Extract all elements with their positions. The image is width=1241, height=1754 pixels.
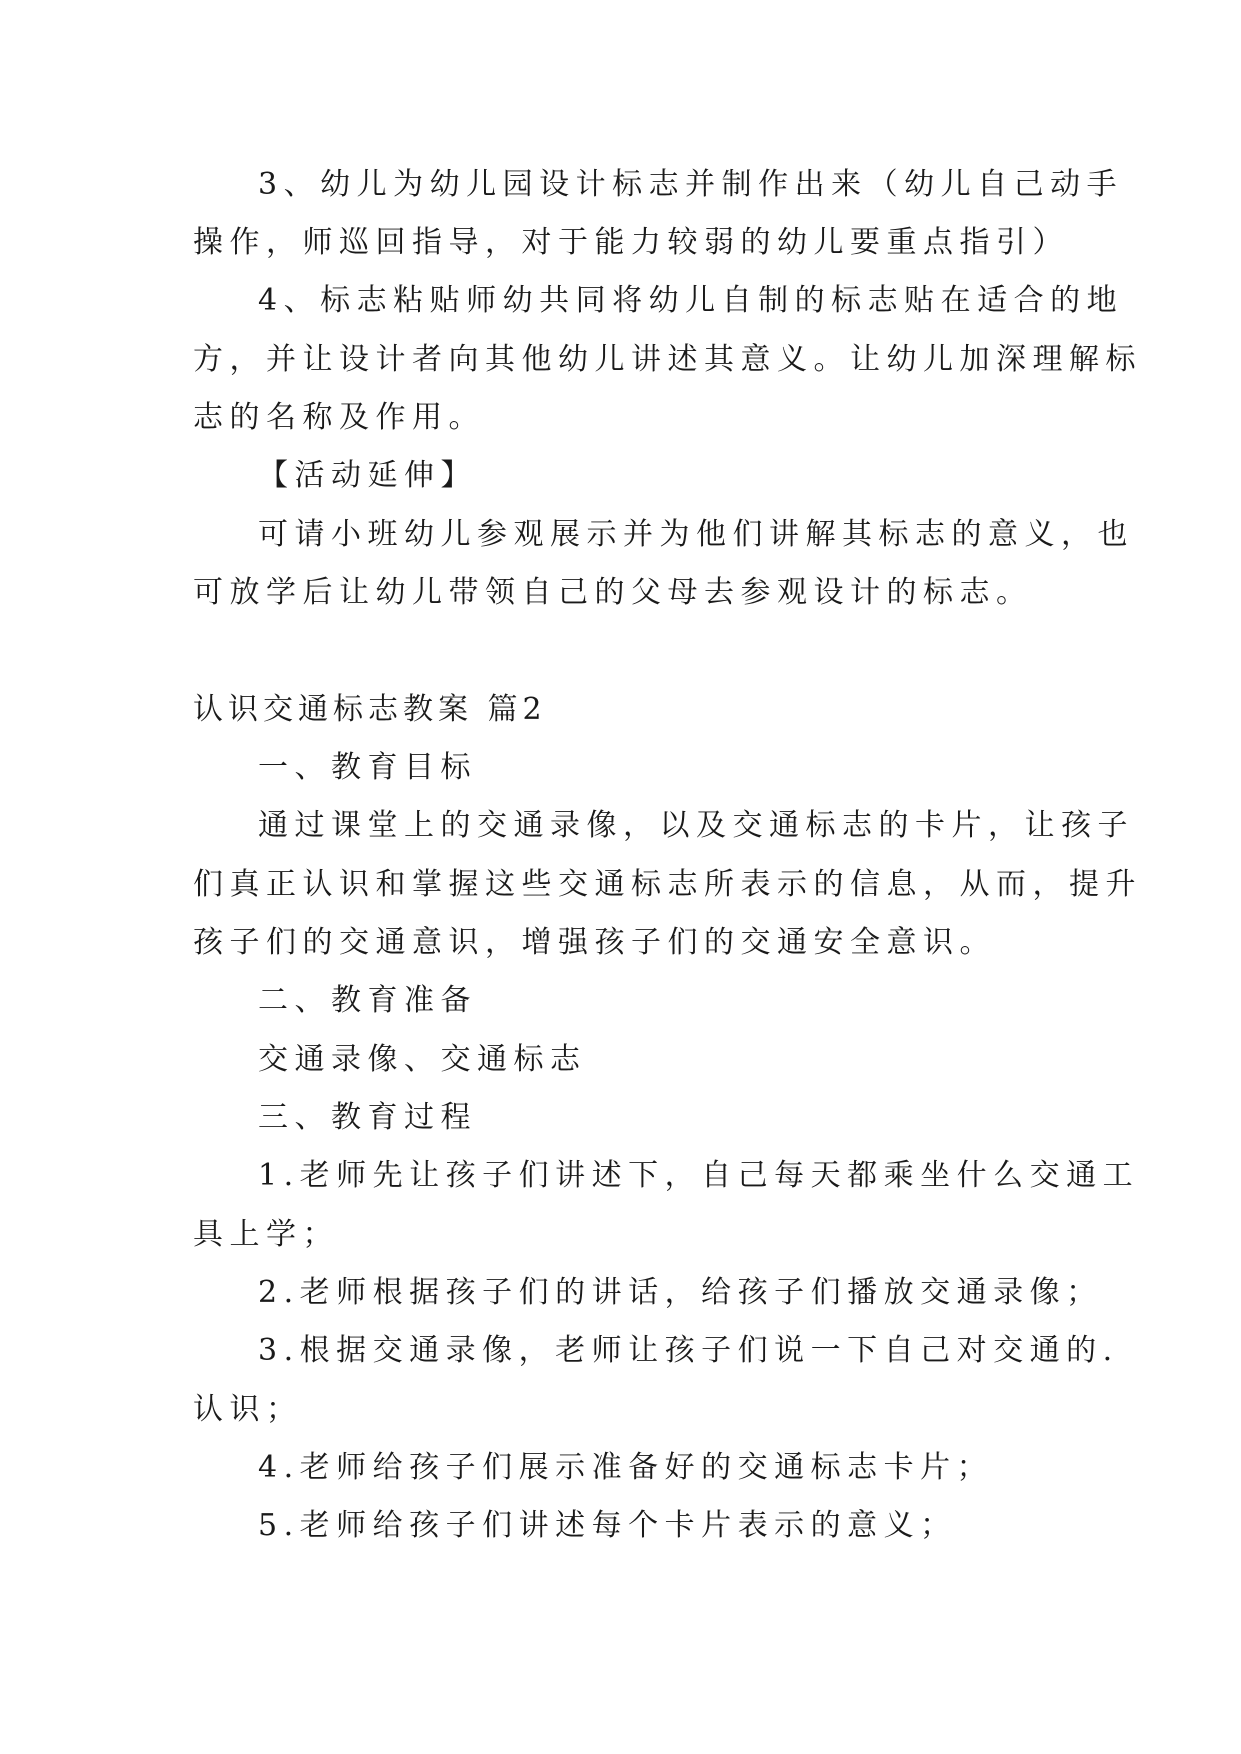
paragraph-step-4-cont: 方，并让设计者向其他幼儿讲述其意义。让幼儿加深理解标 bbox=[193, 342, 1142, 377]
paragraph-goals: 通过课堂上的交通录像，以及交通标志的卡片，让孩子 bbox=[258, 808, 1134, 843]
paragraph-step-3-cont: 操作，师巡回指导，对于能力较弱的幼儿要重点指引） bbox=[193, 225, 1069, 260]
paragraph-preparation: 交通录像、交通标志 bbox=[258, 1042, 587, 1077]
paragraph-extension-cont: 可放学后让幼儿带领自己的父母去参观设计的标志。 bbox=[193, 575, 1033, 610]
section-heading-process: 三、教育过程 bbox=[258, 1100, 477, 1135]
list-item-2: 2.老师根据孩子们的讲话，给孩子们播放交通录像； bbox=[258, 1275, 1103, 1310]
section-heading-preparation: 二、教育准备 bbox=[258, 983, 477, 1018]
paragraph-step-3: 3、幼儿为幼儿园设计标志并制作出来（幼儿自己动手 bbox=[258, 167, 1124, 202]
list-item-1-cont: 具上学； bbox=[193, 1217, 339, 1252]
list-item-5: 5.老师给孩子们讲述每个卡片表示的意义； bbox=[258, 1508, 957, 1543]
list-item-4: 4.老师给孩子们展示准备好的交通标志卡片； bbox=[258, 1450, 994, 1485]
paragraph-step-4: 4、标志粘贴师幼共同将幼儿自制的标志贴在适合的地 bbox=[258, 283, 1124, 318]
section-heading-goals: 一、教育目标 bbox=[258, 750, 477, 785]
list-item-3: 3.根据交通录像，老师让孩子们说一下自己对交通的. bbox=[258, 1333, 1119, 1368]
article-title: 认识交通标志教案 篇2 bbox=[193, 692, 547, 727]
section-heading-extension: 【活动延伸】 bbox=[258, 458, 477, 493]
paragraph-goals-cont: 们真正认识和掌握这些交通标志所表示的信息，从而，提升 bbox=[193, 867, 1142, 902]
list-item-3-cont: 认识； bbox=[193, 1392, 303, 1427]
paragraph-step-4-end: 志的名称及作用。 bbox=[193, 400, 485, 435]
paragraph-goals-end: 孩子们的交通意识，增强孩子们的交通安全意识。 bbox=[193, 925, 996, 960]
paragraph-extension: 可请小班幼儿参观展示并为他们讲解其标志的意义，也 bbox=[258, 517, 1134, 552]
list-item-1: 1.老师先让孩子们讲述下，自己每天都乘坐什么交通工 bbox=[258, 1158, 1140, 1193]
